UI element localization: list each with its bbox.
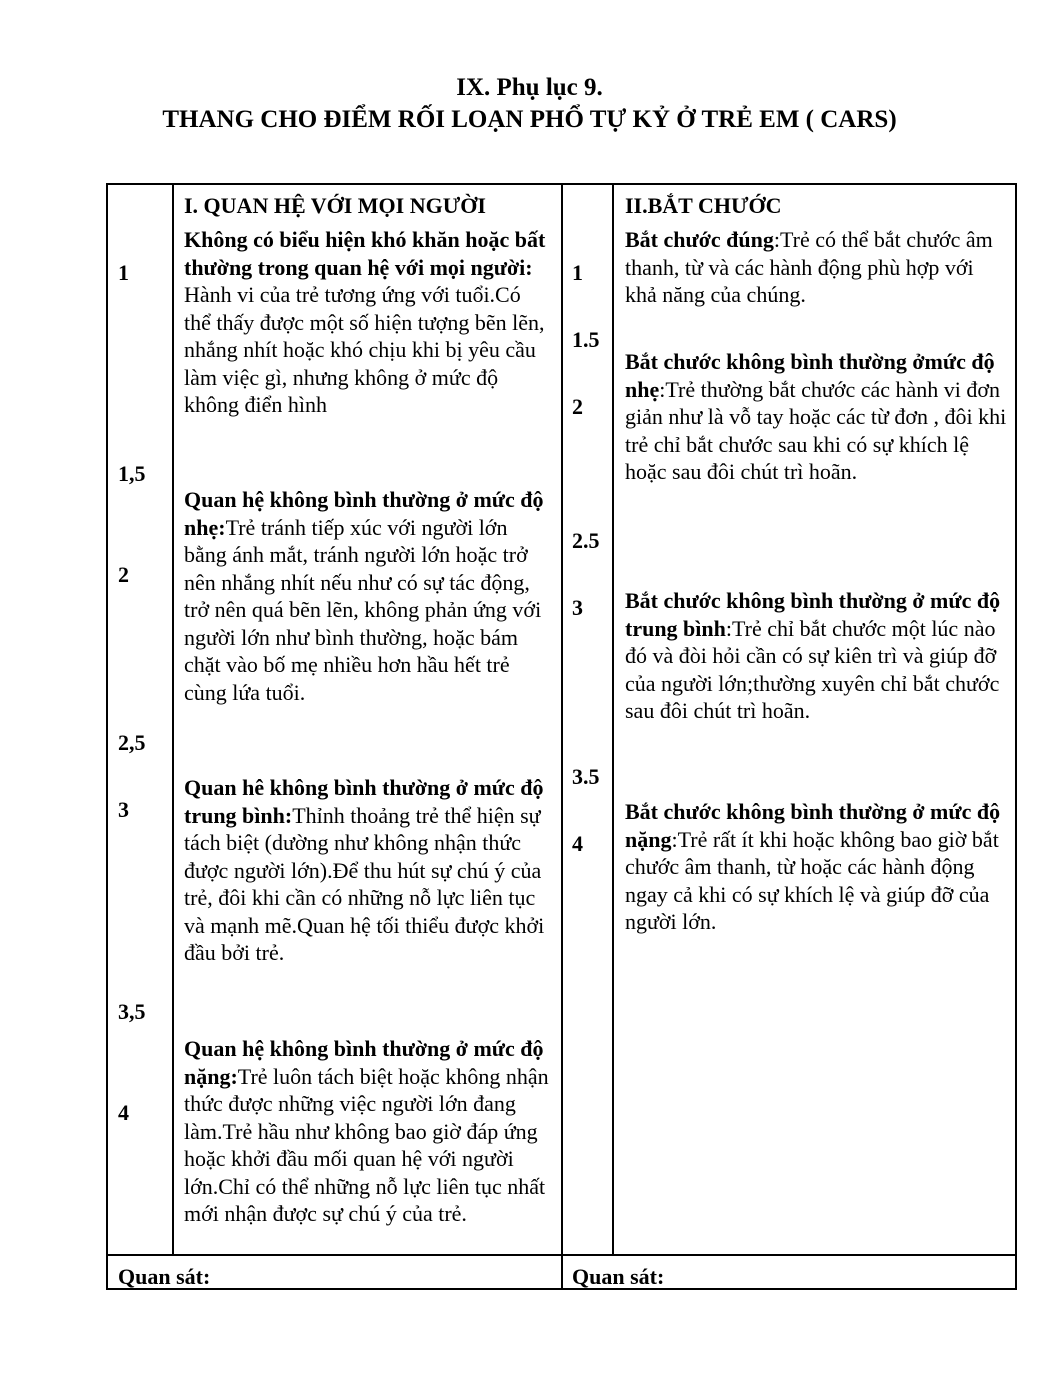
- left-score-divider: [172, 185, 174, 1256]
- center-divider: [561, 185, 563, 1288]
- left-item-2: [184, 486, 552, 706]
- left-score-2-5: 2,5: [118, 730, 146, 755]
- left-item-4-text: Trẻ luôn tách biệt hoặc không nhận thức được những việc người lớn đang làm.Trẻ hầu như không bao giờ đáp ứng hoặc khởi đầu mối quan hệ với người lớn.Chỉ có thể những nỗ lực liên tục nhất mới nhận được sự chú ý của trẻ.: [184, 1063, 549, 1226]
- left-item-3: [184, 774, 552, 967]
- right-item-1-label: Bắt chước đúng: [625, 227, 774, 252]
- left-item-2-label: Quan hệ không bình thường ở mức độ nhẹ:: [184, 487, 544, 540]
- scale-title: THANG CHO ĐIỂM RỐI LOẠN PHỔ TỰ KỶ Ở TRẺ EM ( CARS): [162, 106, 897, 133]
- left-item-1-text: Hành vi của trẻ tương ứng với tuổi.Có thể thấy được một số hiện tượng bẽn lẽn, nhắng nhít hoặc khó chịu khi bị yêu cầu làm việc gì, nhưng không ở mức độ không điển hình: [184, 282, 545, 417]
- right-observation-label: Quan sát:: [572, 1264, 665, 1289]
- right-item-4: [625, 798, 1010, 936]
- right-item-4-label: Bắt chước không bình thường ở mức độ nặng: [625, 799, 1001, 852]
- left-score-3: 3: [118, 797, 129, 822]
- left-item-4-label: Quan hệ không bình thường ở mức độ nặng:: [184, 1036, 544, 1089]
- right-item-3-text: :Trẻ chỉ bắt chước một lúc nào đó và đòi hỏi cần có sự kiên trì và giúp đỡ của người lớn;thường xuyên chỉ bắt chước sau đôi chút trì hoãn.: [625, 615, 1000, 723]
- left-score-3-5: 3,5: [118, 999, 146, 1024]
- left-score-1-5: 1,5: [118, 461, 146, 486]
- right-item-2-label: Bắt chước không bình thường ởmức độ nhẹ: [625, 349, 995, 402]
- right-item-4-text: :Trẻ rất ít khi hoặc không bao giờ bắt chước âm thanh, từ hoặc các hành động ngay cả khi có sự khích lệ và giúp đỡ của người lớn.: [625, 826, 999, 934]
- right-score-divider: [612, 185, 614, 1256]
- right-score-3: 3: [572, 595, 583, 620]
- right-item-2: [625, 348, 1010, 486]
- right-item-3: [625, 587, 1010, 725]
- right-score-4: 4: [572, 831, 583, 856]
- right-item-1-text: :Trẻ có thể bắt chước âm thanh, từ và các hành động phù hợp với khả năng của chúng.: [625, 227, 993, 307]
- left-score-1: 1: [118, 260, 129, 285]
- observation-divider: [108, 1254, 1015, 1256]
- right-score-1: 1: [572, 260, 583, 285]
- left-observation-label: Quan sát:: [118, 1264, 211, 1289]
- right-section-heading: II.BẮT CHƯỚC: [625, 193, 782, 218]
- right-score-2: 2: [572, 394, 583, 419]
- right-item-1: [625, 226, 1010, 309]
- left-section-heading: I. QUAN HỆ VỚI MỌI NGƯỜI: [184, 193, 486, 218]
- left-score-2: 2: [118, 562, 129, 587]
- right-score-3-5: 3.5: [572, 764, 600, 789]
- right-score-1-5: 1.5: [572, 327, 600, 352]
- left-item-2-text: Trẻ tránh tiếp xúc với người lớn bằng ánh mắt, tránh người lớn hoặc trở nên nhắng nhít nếu như có sự tác động, trở nên quá bẽn lẽn, không phản ứng với người lớn như bình thường, hoặc bám chặt vào bố mẹ nhiều hơn hầu hết trẻ cùng lứa tuổi.: [184, 514, 542, 705]
- right-score-2-5: 2.5: [572, 528, 600, 553]
- left-item-3-text: Thỉnh thoảng trẻ thể hiện sự tách biệt (dường như không nhận thức được người lớn).Để thu hút sự chú ý của trẻ, đôi khi cần có những nỗ lực liên tục và mạnh mẽ.Quan hệ tối thiểu được khởi đầu bởi trẻ.: [184, 802, 545, 965]
- left-score-4: 4: [118, 1100, 129, 1125]
- left-item-4: [184, 1035, 552, 1228]
- left-item-1-label: Không có biểu hiện khó khăn hoặc bất thường trong quan hệ với mọi người:: [184, 227, 546, 280]
- left-item-1: [184, 226, 552, 419]
- appendix-title: IX. Phụ lục 9.: [456, 74, 603, 101]
- right-item-3-label: Bắt chước không bình thường ở mức độ trung bình: [625, 588, 1001, 641]
- right-item-2-text: :Trẻ thường bắt chước các hành vi đơn giản như là vỗ tay hoặc các từ đơn , đôi khi trẻ chỉ bắt chước sau khi có sự khích lệ hoặc sau đôi chút trì hoãn.: [625, 376, 1007, 484]
- left-item-3-label: Quan hê không bình thường ở mức độ trung bình:: [184, 775, 544, 828]
